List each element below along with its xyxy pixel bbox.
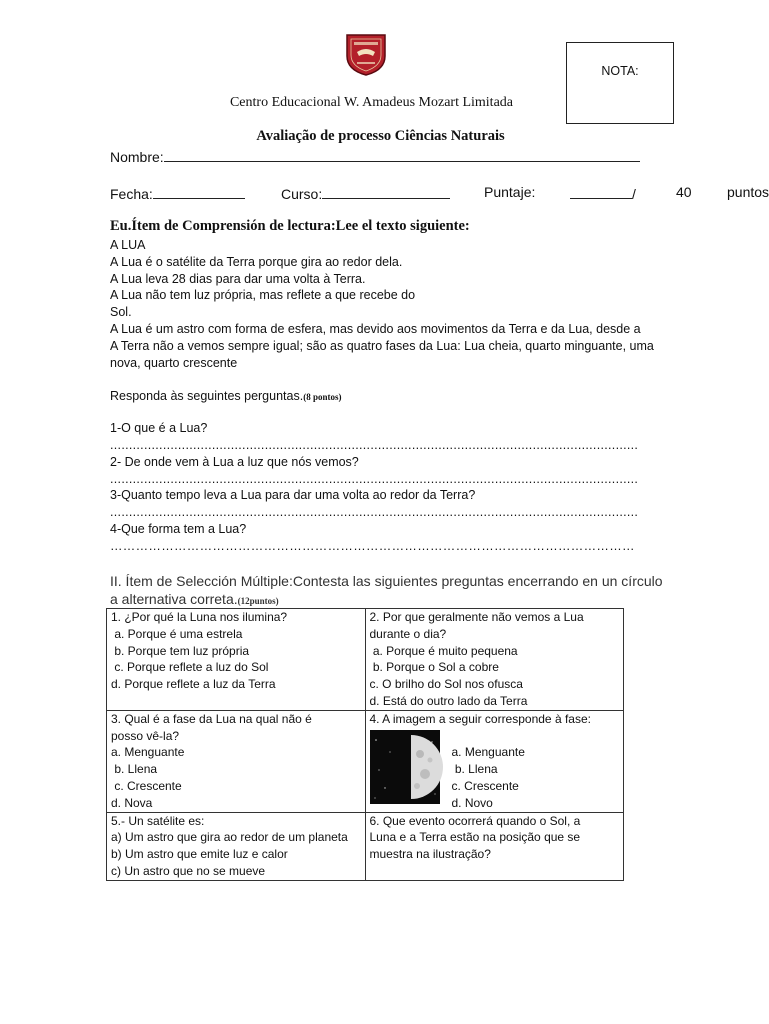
option[interactable]: a. Menguante bbox=[111, 745, 185, 760]
grade-box bbox=[566, 42, 674, 124]
question-text: 2. Por que geralmente não vemos a Lua bbox=[369, 610, 584, 624]
reading-line: A Lua é um astro com forma de esfera, mas devido aos movimentos da Terra e da Lua, desde a bbox=[110, 321, 641, 336]
question-text: 1. ¿Por qué la Luna nos ilumina? bbox=[111, 610, 288, 624]
name-blank[interactable] bbox=[164, 147, 640, 162]
option[interactable]: c. Crescente bbox=[451, 778, 519, 793]
instruction-text: Responda às seguintes perguntas. bbox=[110, 389, 304, 403]
reading-text bbox=[110, 237, 654, 371]
mc-question-2 bbox=[365, 609, 624, 711]
multiple-choice-table bbox=[106, 608, 624, 881]
option[interactable]: a. Menguante bbox=[451, 745, 525, 760]
section2-title-line2: a alternativa correta. bbox=[110, 591, 238, 607]
instruction bbox=[110, 388, 341, 406]
mc-question-6 bbox=[365, 812, 624, 880]
question-3: 3-Quanto tempo leva a Lua para dar uma volta ao redor da Terra? bbox=[110, 488, 476, 502]
option[interactable]: d. Novo bbox=[451, 795, 493, 810]
option[interactable]: a. Porque é uma estrela bbox=[111, 626, 243, 641]
option[interactable]: d. Está do outro lado da Terra bbox=[369, 693, 528, 708]
name-field-row bbox=[110, 147, 640, 166]
option[interactable]: b. Porque o Sol a cobre bbox=[369, 660, 499, 675]
section1-title: Eu.Ítem de Comprensión de lectura:Lee el texto siguiente: bbox=[110, 218, 470, 234]
moon-phase-image bbox=[370, 730, 440, 804]
date-label: Fecha: bbox=[110, 186, 153, 202]
course-blank[interactable] bbox=[322, 184, 450, 199]
question-text: 3. Qual é a fase da Lua na qual não é bbox=[111, 711, 312, 726]
reading-line: A Lua não tem luz própria, mas reflete a que recebe do bbox=[110, 288, 416, 303]
points-label: puntos bbox=[727, 184, 769, 200]
section2-title-line1: II. Ítem de Selección Múltiple:Contesta las siguientes preguntas encerrando en un círculo bbox=[110, 573, 663, 589]
option[interactable]: b. Porque tem luz própria bbox=[111, 643, 250, 658]
question-text: Luna e a Terra estão na posição que se bbox=[369, 830, 581, 845]
question-text: 6. Que evento ocorrerá quando o Sol, a bbox=[369, 813, 581, 828]
score-label: Puntaje: bbox=[484, 184, 536, 200]
grade-label: NOTA: bbox=[601, 64, 639, 78]
course-label: Curso: bbox=[281, 186, 323, 202]
question-1: 1-O que é a Lua? bbox=[110, 421, 208, 435]
answer-line-1[interactable]: ............................................................................................................................................ bbox=[110, 438, 639, 452]
option[interactable]: a) Um astro que gira ao redor de um planeta bbox=[111, 830, 348, 845]
option[interactable]: c. Crescente bbox=[111, 778, 182, 793]
question-4: 4-Que forma tem a Lua? bbox=[110, 522, 247, 536]
school-name: Centro Educacional W. Amadeus Mozart Limitada bbox=[229, 95, 514, 110]
question-text: 5.- Un satélite es: bbox=[111, 813, 205, 828]
reading-line: A Terra não a vemos sempre igual; são as quatro fases da Lua: Lua cheia, quarto minguante, uma bbox=[110, 338, 654, 353]
option[interactable]: c) Un astro que no se mueve bbox=[111, 863, 266, 878]
exam-title: Avaliação de processo Ciências Naturais bbox=[256, 128, 505, 144]
question-text: posso vê-la? bbox=[111, 728, 180, 743]
option[interactable]: b. Llena bbox=[111, 762, 158, 777]
option[interactable]: c. Porque reflete a luz do Sol bbox=[111, 660, 269, 675]
course-field bbox=[281, 184, 450, 203]
answer-line-4[interactable]: …………………………………………………………………………………………………………… bbox=[110, 539, 635, 553]
reading-line: Sol. bbox=[110, 305, 132, 320]
score-blank[interactable] bbox=[570, 184, 632, 199]
mc-question-5 bbox=[107, 812, 366, 880]
reading-line: A LUA bbox=[110, 238, 146, 252]
name-label: Nombre: bbox=[110, 149, 164, 165]
question-text: durante o dia? bbox=[369, 626, 447, 641]
option[interactable]: a. Porque é muito pequena bbox=[369, 643, 518, 658]
answer-line-2[interactable]: ............................................................................................................................................ bbox=[110, 472, 639, 486]
option[interactable]: b) Um astro que emite luz e calor bbox=[111, 847, 288, 862]
mc-question-1 bbox=[107, 609, 366, 711]
date-field bbox=[110, 184, 245, 203]
mc-question-4 bbox=[365, 710, 624, 812]
option[interactable]: d. Porque reflete a luz da Terra bbox=[111, 677, 276, 692]
mc-question-3 bbox=[107, 710, 366, 812]
score-total: 40 bbox=[676, 184, 692, 200]
section2-title bbox=[110, 572, 663, 610]
section2-points: (12puntos) bbox=[237, 596, 279, 606]
question-2: 2- De onde vem à Lua a luz que nós vemos? bbox=[110, 455, 359, 469]
option[interactable]: d. Nova bbox=[111, 795, 153, 810]
reading-line: A Lua leva 28 dias para dar uma volta à Terra. bbox=[110, 271, 366, 286]
score-field bbox=[570, 184, 636, 203]
reading-line: nova, quarto crescente bbox=[110, 355, 238, 370]
option[interactable]: b. Llena bbox=[451, 762, 498, 777]
reading-line: A Lua é o satélite da Terra porque gira ao redor dela. bbox=[110, 254, 403, 269]
school-logo bbox=[343, 32, 389, 76]
answer-line-3[interactable]: ............................................................................................................................................ bbox=[110, 505, 639, 519]
instruction-points: (8 pontos) bbox=[303, 392, 342, 402]
question-text: 4. A imagem a seguir corresponde à fase: bbox=[369, 711, 591, 726]
date-blank[interactable] bbox=[153, 184, 245, 199]
option[interactable]: c. O brilho do Sol nos ofusca bbox=[369, 677, 523, 692]
score-separator: / bbox=[632, 186, 636, 202]
question-text: muestra na ilustração? bbox=[369, 847, 491, 862]
